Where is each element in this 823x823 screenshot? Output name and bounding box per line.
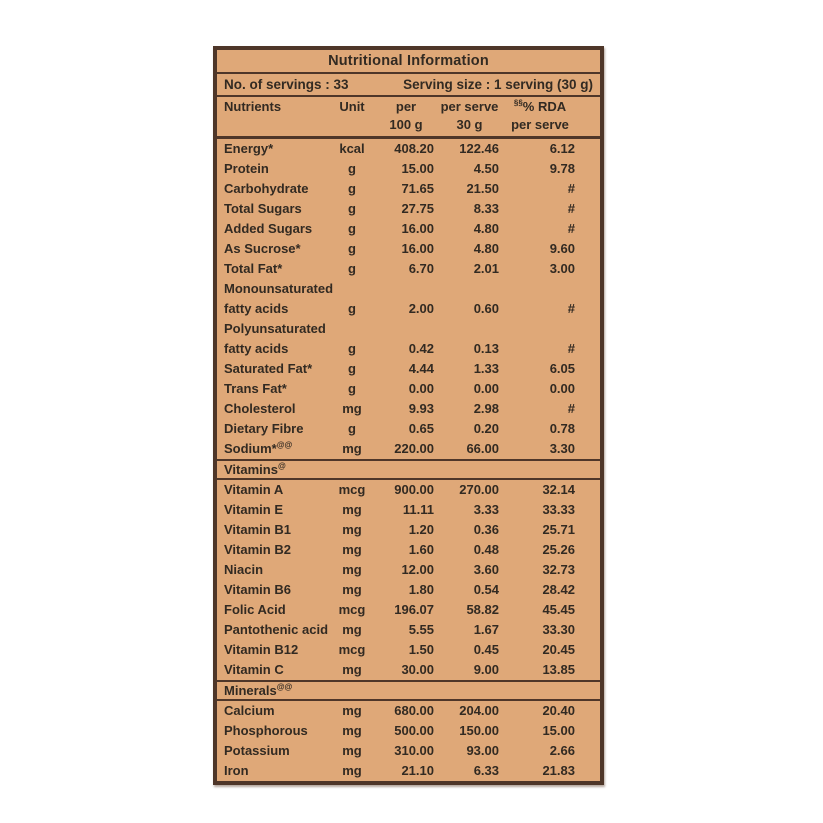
col-header-per-100g: 100 g	[389, 117, 423, 132]
value-per-100g: 0.42	[408, 341, 434, 356]
nutrient-unit: mg	[342, 502, 362, 517]
value-per-100g: 310.00	[394, 743, 434, 758]
value-per-serve: 3.33	[473, 502, 499, 517]
nutrient-unit: mg	[342, 401, 362, 416]
nutrient-name: Total Fat*	[224, 261, 283, 276]
nutrient-unit: mg	[342, 562, 362, 577]
nutrient-unit: g	[348, 181, 356, 196]
nutrient-unit: g	[348, 221, 356, 236]
nutrient-name: Sodium*@@	[224, 440, 293, 456]
nutrient-unit: g	[348, 161, 356, 176]
value-per-100g: 11.11	[402, 502, 434, 517]
value-rda-percent: #	[567, 341, 575, 356]
table-row	[217, 179, 600, 199]
nutrient-name: Phosphorous	[224, 723, 308, 738]
value-per-serve: 0.13	[473, 341, 499, 356]
value-per-serve: 4.80	[473, 221, 499, 236]
table-row	[217, 439, 600, 459]
nutrient-name: Vitamin A	[224, 482, 284, 497]
value-per-100g: 1.60	[408, 542, 434, 557]
table-row	[217, 159, 600, 179]
nutrient-name: Pantothenic acid	[224, 622, 329, 637]
nutrient-unit: mg	[342, 662, 362, 677]
nutrition-facts-table	[213, 46, 604, 785]
value-per-100g: 27.75	[401, 201, 434, 216]
value-rda-percent: 0.00	[549, 381, 575, 396]
section-header-vitamins: Vitamins@	[217, 459, 600, 480]
value-rda-percent: #	[567, 301, 575, 316]
nutrient-unit: g	[348, 301, 356, 316]
table-row	[217, 580, 600, 600]
value-per-100g: 12.00	[401, 562, 434, 577]
value-rda-percent: 33.33	[542, 502, 575, 517]
value-per-serve: 2.01	[473, 261, 499, 276]
col-header-per: per	[395, 99, 417, 114]
value-rda-percent: 20.40	[542, 703, 575, 718]
table-row	[217, 500, 600, 520]
nutrient-unit: mg	[342, 763, 362, 778]
value-per-100g: 0.65	[408, 421, 434, 436]
value-per-100g: 680.00	[394, 703, 434, 718]
table-row	[217, 319, 600, 339]
value-rda-percent: 20.45	[542, 642, 575, 657]
value-per-100g: 500.00	[394, 723, 434, 738]
servings-count: No. of servings : 33	[224, 77, 349, 92]
col-header-nutrients: Nutrients	[224, 99, 282, 114]
value-rda-percent: #	[567, 181, 575, 196]
nutrient-unit: mcg	[338, 482, 366, 497]
table-row	[217, 139, 600, 159]
value-rda-percent: 0.78	[549, 421, 575, 436]
nutrient-name: fatty acids	[224, 341, 289, 356]
nutrient-name: Niacin	[224, 562, 264, 577]
nutrient-name: Potassium	[224, 743, 290, 758]
value-per-serve: 0.54	[473, 582, 499, 597]
table-row	[217, 660, 600, 680]
nutrient-name: fatty acids	[224, 301, 289, 316]
serving-size: Serving size : 1 serving (30 g)	[403, 77, 593, 92]
value-per-serve: 0.36	[473, 522, 499, 537]
value-per-100g: 15.00	[401, 161, 434, 176]
nutrient-unit: mg	[342, 542, 362, 557]
value-per-100g: 30.00	[401, 662, 434, 677]
table-row	[217, 299, 600, 319]
col-header-rda-per-serve: per serve	[511, 117, 569, 132]
nutrient-name: Energy*	[224, 141, 274, 156]
value-per-serve: 0.48	[473, 542, 499, 557]
nutrient-name: Carbohydrate	[224, 181, 309, 196]
value-per-100g: 5.55	[408, 622, 434, 637]
vitamins-footnote-marker: @	[277, 461, 286, 471]
table-row	[217, 761, 600, 781]
value-per-serve: 0.60	[473, 301, 499, 316]
value-per-serve: 3.60	[473, 562, 499, 577]
value-rda-percent: 25.26	[542, 542, 575, 557]
nutrient-name: Polyunsaturated	[224, 321, 326, 336]
table-row	[217, 540, 600, 560]
nutrient-unit: mcg	[338, 602, 366, 617]
value-per-100g: 1.80	[408, 582, 434, 597]
value-rda-percent: #	[567, 401, 575, 416]
value-rda-percent: 13.85	[542, 662, 575, 677]
col-header-rda: §§% RDA	[513, 98, 567, 114]
nutrient-unit: mcg	[338, 642, 366, 657]
nutrient-unit: g	[348, 381, 356, 396]
nutrient-name: Vitamin B6	[224, 582, 291, 597]
col-header-30g: 30 g	[456, 117, 483, 132]
value-per-100g: 1.50	[408, 642, 434, 657]
table-row	[217, 701, 600, 721]
value-per-serve: 0.45	[473, 642, 499, 657]
table-row	[217, 560, 600, 580]
table-row	[217, 379, 600, 399]
nutrient-name: Dietary Fibre	[224, 421, 304, 436]
value-per-100g: 71.65	[401, 181, 434, 196]
value-per-serve: 0.00	[473, 381, 499, 396]
nutrient-name: Saturated Fat*	[224, 361, 313, 376]
nutrient-unit: g	[348, 421, 356, 436]
value-per-serve: 204.00	[459, 703, 499, 718]
nutrient-unit: g	[348, 261, 356, 276]
value-per-100g: 16.00	[401, 241, 434, 256]
value-rda-percent: #	[567, 221, 575, 236]
value-rda-percent: 3.30	[549, 441, 575, 456]
nutrient-unit: mg	[342, 743, 362, 758]
table-row	[217, 259, 600, 279]
table-row	[217, 239, 600, 259]
value-per-serve: 4.50	[473, 161, 499, 176]
minerals-rows	[217, 701, 600, 781]
table-row	[217, 600, 600, 620]
value-rda-percent: 15.00	[542, 723, 575, 738]
value-per-serve: 150.00	[459, 723, 499, 738]
nutrient-name: Trans Fat*	[224, 381, 287, 396]
nutrient-unit: kcal	[339, 141, 365, 156]
table-row	[217, 399, 600, 419]
nutrient-name: Monounsaturated	[224, 281, 334, 296]
value-rda-percent: 21.83	[542, 763, 575, 778]
table-row	[217, 279, 600, 299]
nutrient-unit: g	[348, 361, 356, 376]
table-title: Nutritional Information	[217, 50, 600, 74]
value-per-100g: 4.44	[408, 361, 434, 376]
nutrients-rows	[217, 139, 600, 459]
value-per-100g: 21.10	[401, 763, 434, 778]
column-headers	[217, 97, 600, 139]
value-per-serve: 66.00	[466, 441, 499, 456]
value-per-serve: 0.20	[473, 421, 499, 436]
nutrient-unit: mg	[342, 441, 362, 456]
servings-row	[217, 74, 600, 97]
section-header-minerals: Minerals@@	[217, 680, 600, 701]
value-per-100g: 2.00	[408, 301, 434, 316]
value-per-100g: 408.20	[394, 141, 434, 156]
table-row	[217, 741, 600, 761]
nutrient-name: Added Sugars	[224, 221, 313, 236]
value-rda-percent: 28.42	[542, 582, 575, 597]
nutrient-name: Vitamin B2	[224, 542, 291, 557]
table-row	[217, 721, 600, 741]
rda-footnote-marker: §§	[513, 98, 523, 108]
value-rda-percent: 25.71	[542, 522, 575, 537]
value-per-serve: 6.33	[473, 763, 499, 778]
value-rda-percent: 2.66	[549, 743, 575, 758]
table-row	[217, 620, 600, 640]
value-per-serve: 21.50	[466, 181, 499, 196]
vitamins-rows	[217, 480, 600, 680]
value-per-100g: 1.20	[408, 522, 434, 537]
nutrient-name: Iron	[224, 763, 249, 778]
value-per-serve: 1.67	[473, 622, 499, 637]
value-per-100g: 196.07	[394, 602, 434, 617]
nutrient-name: Vitamin C	[224, 662, 284, 677]
nutrient-name: As Sucrose*	[224, 241, 301, 256]
value-rda-percent: 32.14	[542, 482, 575, 497]
value-per-100g: 16.00	[401, 221, 434, 236]
nutrient-unit: mg	[342, 522, 362, 537]
value-per-serve: 1.33	[473, 361, 499, 376]
value-rda-percent: #	[567, 201, 575, 216]
nutrient-unit: mg	[342, 582, 362, 597]
nutrient-unit: mg	[342, 703, 362, 718]
table-row	[217, 419, 600, 439]
value-rda-percent: 9.78	[549, 161, 575, 176]
table-row	[217, 359, 600, 379]
value-per-serve: 9.00	[473, 662, 499, 677]
nutrient-name: Total Sugars	[224, 201, 302, 216]
value-rda-percent: 3.00	[549, 261, 575, 276]
col-header-per-serve: per serve	[440, 99, 499, 114]
value-per-100g: 6.70	[408, 261, 434, 276]
value-per-serve: 2.98	[473, 401, 499, 416]
value-rda-percent: 6.12	[549, 141, 575, 156]
value-per-serve: 8.33	[473, 201, 499, 216]
value-per-serve: 4.80	[473, 241, 499, 256]
value-rda-percent: 45.45	[542, 602, 575, 617]
table-row	[217, 520, 600, 540]
value-rda-percent: 6.05	[549, 361, 575, 376]
nutrient-name: Calcium	[224, 703, 275, 718]
value-per-100g: 0.00	[408, 381, 434, 396]
table-row	[217, 480, 600, 500]
nutrient-unit: mg	[342, 622, 362, 637]
nutrient-unit: mg	[342, 723, 362, 738]
nutrient-unit: g	[348, 341, 356, 356]
col-header-unit: Unit	[339, 99, 365, 114]
value-per-serve: 93.00	[466, 743, 499, 758]
value-per-100g: 9.93	[408, 401, 434, 416]
value-per-100g: 900.00	[394, 482, 434, 497]
value-rda-percent: 32.73	[542, 562, 575, 577]
nutrient-name: Folic Acid	[224, 602, 286, 617]
value-per-serve: 270.00	[459, 482, 499, 497]
value-rda-percent: 33.30	[542, 622, 575, 637]
value-per-serve: 122.46	[459, 141, 499, 156]
nutrient-name: Protein	[224, 161, 269, 176]
value-per-100g: 220.00	[394, 441, 434, 456]
value-per-serve: 58.82	[466, 602, 499, 617]
nutrient-name: Vitamin B12	[224, 642, 299, 657]
nutrient-name: Vitamin B1	[224, 522, 291, 537]
table-row	[217, 199, 600, 219]
table-row	[217, 339, 600, 359]
nutrient-unit: g	[348, 201, 356, 216]
nutrient-unit: g	[348, 241, 356, 256]
table-row	[217, 219, 600, 239]
footnote-marker: @@	[276, 440, 293, 450]
minerals-footnote-marker: @@	[276, 682, 293, 692]
value-rda-percent: 9.60	[549, 241, 575, 256]
nutrient-name: Vitamin E	[224, 502, 284, 517]
table-row	[217, 640, 600, 660]
nutrient-name: Cholesterol	[224, 401, 296, 416]
